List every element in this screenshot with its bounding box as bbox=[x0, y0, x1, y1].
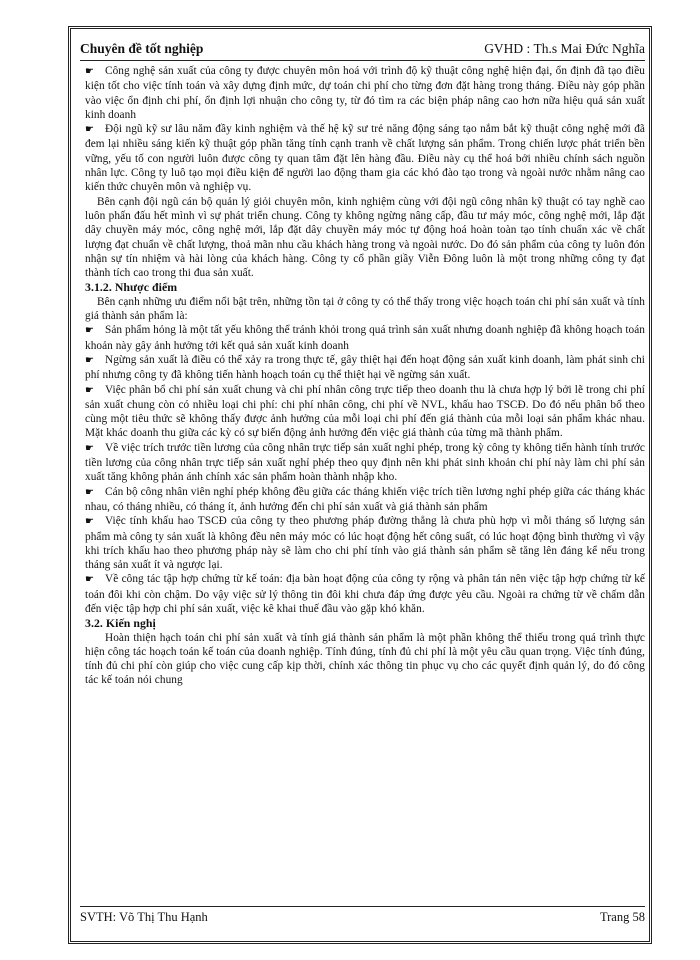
pointing-hand-icon: ☛ bbox=[85, 66, 95, 77]
paragraph-text: Bên cạnh đội ngũ cán bộ quản lý giỏi chuyên môn, kinh nghiệm cùng với đội ngũ công nhân kỹ thuật có tay nghề cao luôn phấn đấu hết mình vì sự phát triển chung. Công ty không ngừng nâng cấp, đầu tư máy móc, công nghệ mới, lắp đặt dây chuyền máy móc, công nghệ mới, lắp đặt dây chuyền máy móc tự động hoá hoàn toàn tạo tính chuẩn xác về chất lượng đạt chuẩn về chất lượng, thoả mãn nhu cầu khách hàng trong và ngoài nước. Do đó sản phẩm của công ty luôn đón nhận sự tín nhiệm và hài lòng của khách hàng. Công ty cổ phần giầy Viễn Đông luôn là một trong những công ty đạt thành tích cao trong thi đua sản xuất. bbox=[85, 195, 645, 280]
pointing-hand-icon: ☛ bbox=[85, 124, 95, 136]
section-heading-text: 3.1.2. Nhược điểm bbox=[85, 280, 178, 295]
pointing-hand-icon: ☛ bbox=[85, 442, 95, 454]
paragraph-text: Việc phân bổ chi phí sản xuất chung và chi phí nhân công trực tiếp theo doanh thu là chưa hợp lý bởi lẽ trong chi phí sản xuất chung còn có nhiều loại chi phí: chi phí nhân công, chi phí về NVL, khấu hao TSCĐ. Do đó nếu phân bổ theo cùng một tiêu thức sẽ không thấy được ảnh hưởng của mỗi loại chi phí đến giá thành của mỗi loại sản phẩm khác nhau. Mặt khác doanh thu giữa các kỳ có sự biến động ảnh hưởng đến việc giá thành của từng mã thành phẩm. bbox=[85, 383, 645, 440]
body-paragraph bbox=[85, 295, 645, 324]
pointing-hand-icon: ☛ bbox=[85, 384, 95, 396]
bullet-paragraph bbox=[85, 383, 645, 441]
bullet-paragraph bbox=[85, 441, 645, 485]
document-body bbox=[85, 64, 645, 688]
page-number: Trang 58 bbox=[599, 910, 645, 924]
header-title: Chuyên đề tốt nghiệp bbox=[80, 41, 204, 56]
bullet-paragraph bbox=[85, 323, 645, 353]
pointing-hand-icon: ☛ bbox=[85, 354, 95, 366]
paragraph-text: Sản phẩm hỏng là một tất yếu không thể tránh khỏi trong quá trình sản xuất nhưng doanh nghiệp đã không hoạch toán khoản này gây ảnh hưởng tới kết quả sản xuất kinh doanh bbox=[85, 324, 645, 352]
bullet-paragraph bbox=[85, 353, 645, 383]
body-paragraph bbox=[85, 195, 645, 281]
page-header bbox=[80, 37, 645, 57]
paragraph-text: Về công tác tập hợp chứng từ kế toán: địa bàn hoạt động của công ty rộng và phân tán nên việc tập hợp chứng từ kế toán đôi khi còn chậm. Do vậy việc sử lý thông tin đôi khi chưa đáp ứng được yêu cầu. Ngoài ra chứng từ về chấm dẫn đến việc tập hợp chi phí sản xuất, việc kê khai thuế đầu vào gặp khó khăn. bbox=[85, 573, 645, 615]
paragraph-text: Đội ngũ kỹ sư lâu năm đầy kinh nghiệm và thế hệ kỹ sư trẻ năng động sáng tạo nắm bắt kỹ thuật công nghệ mới đã đem lại nhiều sáng kiến kỹ thuật góp phần tăng tính cạnh tranh về chất lượng sản phẩm. Trong chiến lược phát triển bền vững, yếu tố con người luôn được công ty quan tâm đặt lên hàng đầu. Điều này cụ thể hoá bởi nhiều chính sách nguồn nhân lực. Công ty luô tạo mọi điều kiện để người lao động tham gia các khó đào tạo trong và ngoài nước nhằm nâng cao kiến thức chuyên môn và nghiệp vụ. bbox=[85, 123, 645, 194]
paragraph-text: Ngừng sản xuất là điều có thể xảy ra trong thực tế, gây thiệt hại đến hoạt động sản xuất kinh doanh, làm phát sinh chi phí nhưng công ty đã không tiến hành hoạch toán cụ thể thiệt hại về ngừng sản xuất. bbox=[85, 353, 645, 382]
pointing-hand-icon: ☛ bbox=[85, 486, 95, 498]
paragraph-text: Công nghệ sản xuất của công ty được chuyên môn hoá với trình độ kỹ thuật công nghệ hiện đại, ổn định đã tạo điều kiện tốt cho việc tính toán và xây dựng định mức, dự toán chi phí cho từng đơn đặt hàng trong tháng. Điều này góp phần vào việc ổn định chi phí, ổn định lợi nhuận cho công ty, từ đó tìm ra các biện pháp nâng cao hơn nữa hiệu quả sản xuất kinh doanh bbox=[85, 65, 645, 121]
paragraph-text: Hoàn thiện hạch toán chi phí sản xuất và tính giá thành sản phẩm là một phần không thể thiếu trong quá trình thực hiện công tác hoạch toán kế toán của doanh nghiệp. Tính đúng, tính đủ chi phí là một yêu cầu quan trọng. Việc tính đúng, tính đủ chi phí còn giúp cho việc cung cấp kịp thời, chính xác thông tin phục vụ cho các quyết định quản lý, do đó công tác kế toán nói chung bbox=[85, 631, 645, 687]
header-advisor: GVHD : Th.s Mai Đức Nghĩa bbox=[484, 41, 645, 56]
footer-author: SVTH: Võ Thị Thu Hạnh bbox=[80, 910, 208, 924]
paragraph-text: Việc tính khấu hao TSCĐ của công ty theo phương pháp đường thẳng là chưa phù hợp vì mỗi tháng số lượng sản phẩm mà công ty sản xuất là không đều nên máy móc có lúc hoạt động hết công suất, có lúc hoạt động bình thường vì vậy khi trích khấu hao theo phương pháp này sẽ làm cho chi phí tính vào giá thành sản phẩm sẽ tăng lên đáng kể nếu trong tháng sản xuất ít và ngược lại. bbox=[85, 515, 645, 572]
section-heading-text: 3.2. Kiến nghị bbox=[85, 616, 156, 631]
section-heading bbox=[85, 280, 645, 294]
bullet-paragraph bbox=[85, 572, 645, 616]
page-footer bbox=[80, 910, 645, 925]
pointing-hand-icon: ☛ bbox=[85, 516, 95, 528]
pointing-hand-icon: ☛ bbox=[85, 574, 95, 586]
bullet-paragraph bbox=[85, 64, 645, 122]
bullet-paragraph bbox=[85, 122, 645, 194]
footer-rule bbox=[80, 906, 645, 907]
paragraph-text: Về việc trích trước tiền lương của công nhân trực tiếp sản xuất nghỉ phép, trong kỳ công ty không tiến hành tính trước tiền lương của công nhân trực tiếp sản xuất nghỉ phép theo quy định nên khi phát sinh khoản chi phí này làm chi phí sản xuất tăng không phản ánh chính xác sản phẩm hoàn thành nhập kho. bbox=[85, 441, 645, 484]
paragraph-text: Bên cạnh những ưu điểm nổi bật trên, những tồn tại ở công ty có thể thấy trong việc hoạch toán chi phí sản xuất và tính giá thành sản phẩm là: bbox=[85, 295, 645, 323]
paragraph-text: Cán bộ công nhân viên nghỉ phép không đều giữa các tháng khiến việc trích tiền lương nghỉ phép giữa các tháng khác nhau, có tháng nhiều, có tháng ít, ảnh hưởng đến chi phí sản xuất và giá thành sản phẩm bbox=[85, 485, 645, 513]
section-heading bbox=[85, 616, 645, 630]
bullet-paragraph bbox=[85, 514, 645, 572]
body-paragraph bbox=[85, 631, 645, 688]
header-rule bbox=[80, 60, 645, 61]
pointing-hand-icon: ☛ bbox=[85, 325, 95, 337]
bullet-paragraph bbox=[85, 485, 645, 515]
